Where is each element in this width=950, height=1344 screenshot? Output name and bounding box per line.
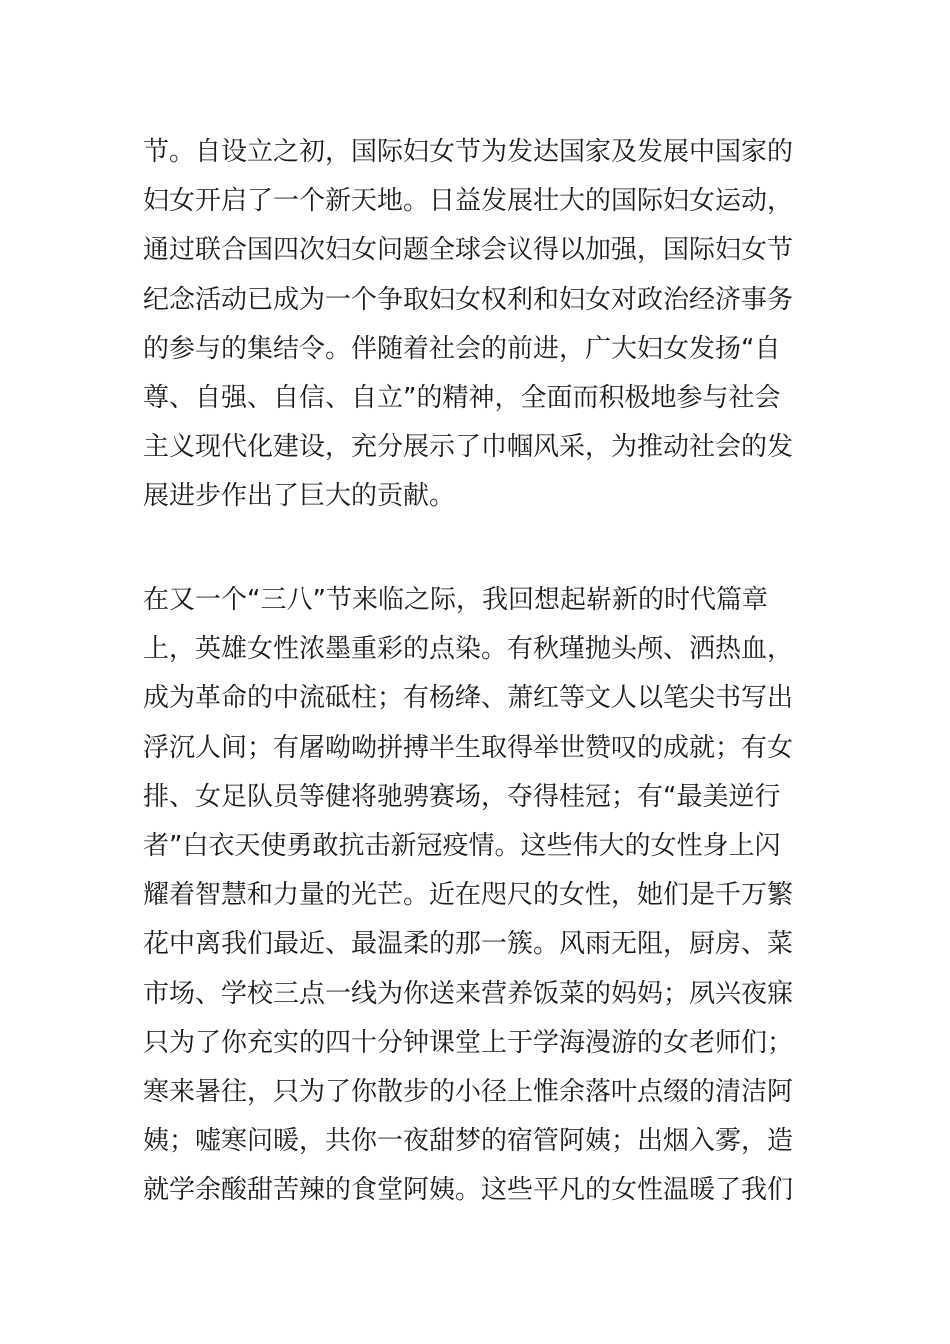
- paragraph-line: 浮沉人间；有屠呦呦拼搏半生取得举世赞叹的成就；有女: [143, 732, 794, 763]
- paragraph-line: 节。自设立之初，国际妇女节为发达国家及发展中国家的: [143, 137, 794, 167]
- paragraph-line: 姨；嘘寒问暖，共你一夜甜梦的宿管阿姨；出烟入雾，造: [143, 1126, 794, 1157]
- paragraph-line: 的参与的集结令。伴随着社会的前进，广大妇女发扬“自: [143, 333, 781, 364]
- paragraph-2: [143, 576, 823, 1215]
- paragraph-line: 只为了你充实的四十分钟课堂上于学海漫游的女老师们；: [143, 1027, 794, 1058]
- paragraph-line: 妇女开启了一个新天地。日益发展壮大的国际妇女运动，: [143, 186, 794, 217]
- paragraph-line: 上，英雄女性浓墨重彩的点染。有秋瑾抛头颅、洒热血，: [143, 634, 794, 665]
- paragraph-line: 耀着智慧和力量的光芒。近在咫尺的女性，她们是千万繁: [143, 880, 794, 911]
- paragraph-line: 成为革命的中流砥柱；有杨绛、萧红等文人以笔尖书写出: [143, 683, 794, 714]
- paragraph-line: 纪念活动已成为一个争取妇女权利和妇女对政治经济事务: [143, 284, 794, 315]
- paragraph-line: 花中离我们最近、最温柔的那一簇。风雨无阻，厨房、菜: [143, 929, 794, 960]
- paragraph-line: 主义现代化建设，充分展示了巾帼风采，为推动社会的发: [143, 432, 794, 463]
- paragraph-line: 展进步作出了巨大的贡献。: [143, 481, 456, 512]
- paragraph-line: 就学余酸甜苦辣的食堂阿姨。这些平凡的女性温暖了我们: [143, 1175, 794, 1206]
- paragraph-line: 市场、学校三点一线为你送来营养饭菜的妈妈；夙兴夜寐: [143, 978, 794, 1009]
- paragraph-line: 排、女足队员等健将驰骋赛场，夺得桂冠；有“最美逆行: [143, 781, 781, 812]
- paragraph-line: 尊、自强、自信、自立”的精神，全面而积极地参与社会: [143, 382, 781, 413]
- paragraph-line: 者”白衣天使勇敢抗击新冠疫情。这些伟大的女性身上闪: [143, 830, 781, 861]
- paragraph-line: 在又一个“三八”节来临之际，我回想起崭新的时代篇章: [143, 585, 768, 615]
- paragraph-line: 寒来暑往，只为了你散步的小径上惟余落叶点缀的清洁阿: [143, 1076, 794, 1107]
- paragraph-line: 通过联合国四次妇女问题全球会议得以加强，国际妇女节: [143, 235, 794, 266]
- paragraph-1: [143, 128, 823, 522]
